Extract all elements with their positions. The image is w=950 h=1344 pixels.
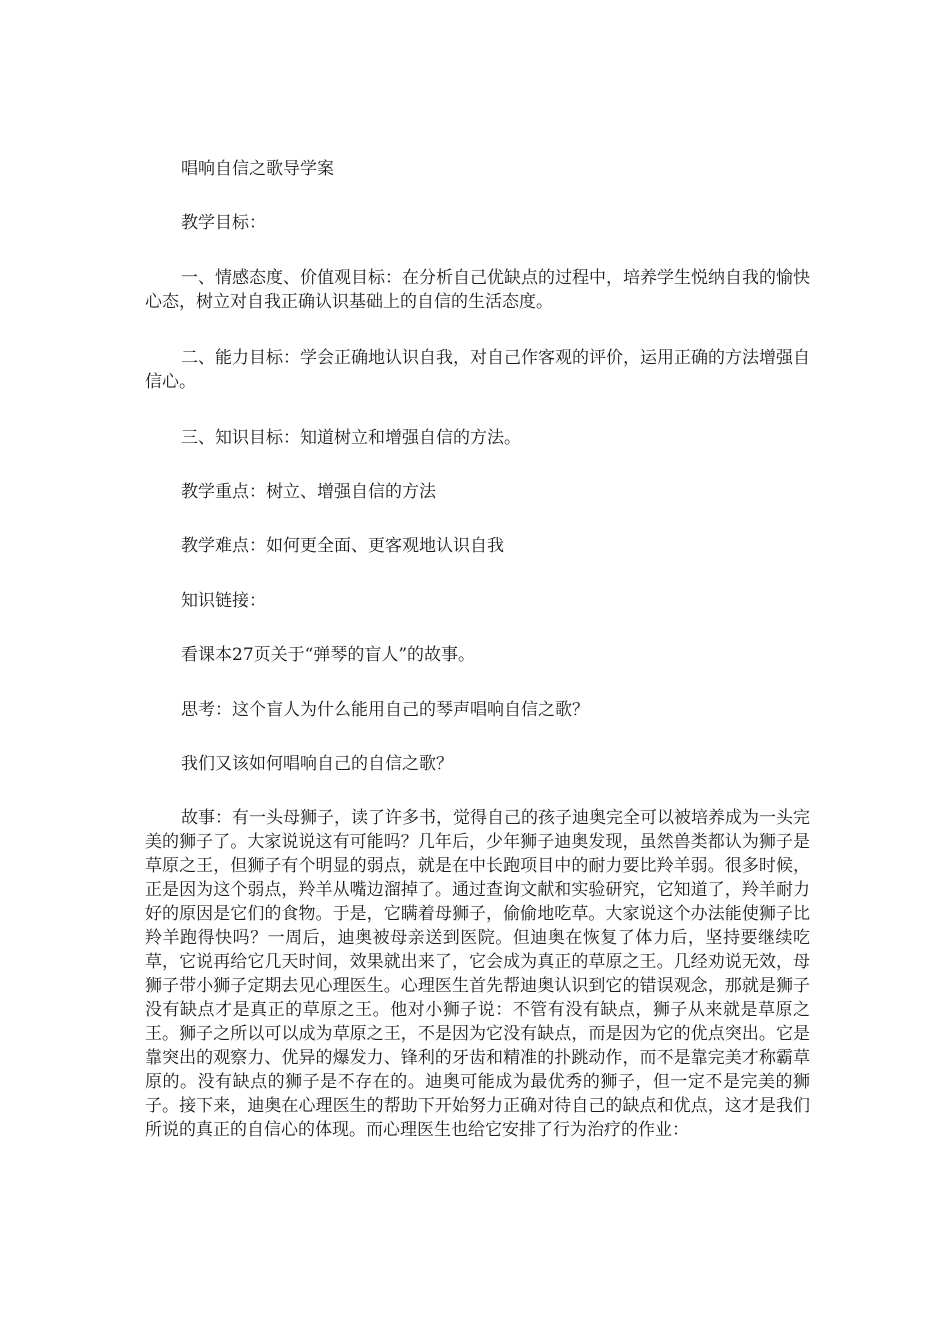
knowledge-link-heading: 知识链接： (181, 591, 266, 611)
think-question: 思考：这个盲人为什么能用自己的琴声唱响自信之歌？ (181, 700, 589, 720)
objectives-heading: 教学目标： (181, 213, 266, 233)
textbook-reference: 看课本27页关于“弹琴的盲人”的故事。 (181, 645, 476, 665)
objective-knowledge: 三、知识目标：知道树立和增强自信的方法。 (181, 428, 521, 448)
followup-question: 我们又该如何唱响自己的自信之歌？ (181, 754, 453, 774)
difficult-point: 教学难点：如何更全面、更客观地认识自我 (181, 536, 504, 556)
lion-story: 故事：有一头母狮子，读了许多书，觉得自己的孩子迪奥完全可以被培养成为一头完美的狮子了。大家说说这有可能吗？几年后，少年狮子迪奥发现，虽然兽类都认为狮子是草原之王，但狮子有个明显的弱点，就是在中长跑项目中的耐力要比羚羊弱。很多时候，正是因为这个弱点，羚羊从嘴边溜掉了。通过查询文献和实验研究，它知道了，羚羊耐力好的原因是它们的食物。于是，它瞒着母狮子，偷偷地吃草。大家说这个办法能使狮子比羚羊跑得快吗？一周后，迪奥被母亲送到医院。但迪奥在恢复了体力后，坚持要继续吃草，它说再给它几天时间，效果就出来了，它会成为真正的草原之王。几经劝说无效，母狮子带小狮子定期去见心理医生。心理医生首先帮迪奥认识到它的错误观念，那就是狮子没有缺点才是真正的草原之王。他对小狮子说：不管有没有缺点，狮子从来就是草原之王。狮子之所以可以成为草原之王，不是因为它没有缺点，而是因为它的优点突出。它是靠突出的观察力、优异的爆发力、锋利的牙齿和精准的扑跳动作，而不是靠完美才称霸草原的。没有缺点的狮子是不存在的。迪奥可能成为最优秀的狮子，但一定不是完美的狮子。接下来，迪奥在心理医生的帮助下开始努力正确对待自己的缺点和优点，这才是我们所说的真正的自信心的体现。而心理医生也给它安排了行为治疗的作业： (145, 808, 810, 1140)
objective-ability: 二、能力目标：学会正确地认识自我，对自己作客观的评价，运用正确的方法增强自信心。 (145, 348, 810, 392)
objective-emotional: 一、情感态度、价值观目标：在分析自己优缺点的过程中，培养学生悦纳自我的愉快心态，树立对自我正确认识基础上的自信的生活态度。 (145, 268, 810, 312)
key-point: 教学重点：树立、增强自信的方法 (181, 482, 436, 502)
document-title: 唱响自信之歌导学案 (181, 159, 334, 179)
